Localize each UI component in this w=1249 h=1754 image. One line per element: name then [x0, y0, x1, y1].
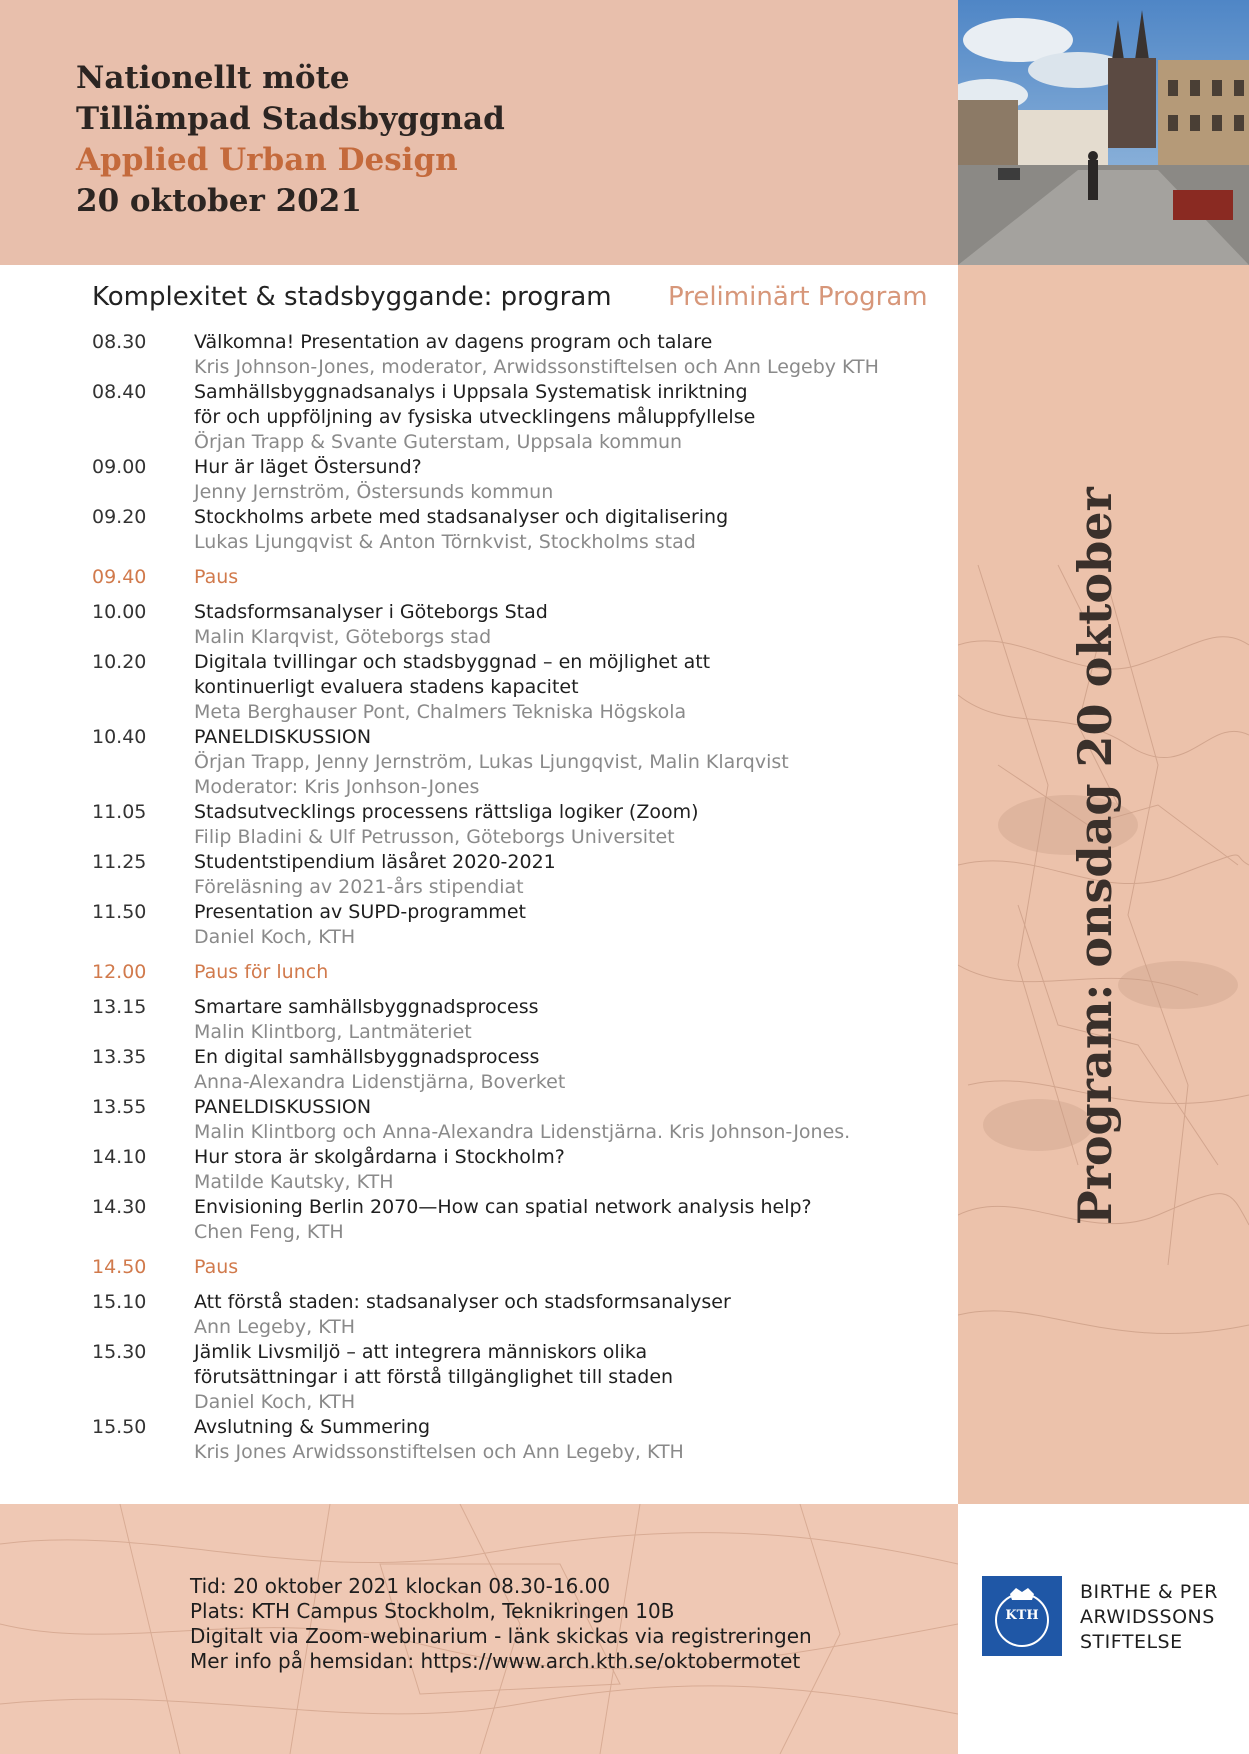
item-time: 13.35 [92, 1046, 147, 1068]
schedule-break [92, 565, 952, 590]
item-time: 10.40 [92, 726, 147, 748]
schedule-break [92, 1255, 952, 1280]
item-title: PANELDISKUSSION [194, 1096, 372, 1118]
item-speaker: Jenny Jernström, Östersunds kommun [194, 481, 554, 503]
item-title: Stadsformsanalyser i Göteborgs Stad [194, 601, 548, 623]
item-speaker: Malin Klarqvist, Göteborgs stad [194, 626, 492, 648]
schedule-item [92, 725, 952, 800]
info-place: Plats: KTH Campus Stockholm, Teknikringen 10B [190, 1599, 675, 1623]
title-date: 20 oktober 2021 [76, 183, 362, 219]
item-time: 09.20 [92, 506, 147, 528]
item-time: 08.30 [92, 331, 147, 353]
title-line-2: Tillämpad Stadsbyggnad [76, 101, 505, 137]
schedule-item [92, 800, 952, 850]
break-label: Paus [194, 566, 239, 588]
header-band [0, 0, 958, 265]
item-speaker: Daniel Koch, KTH [194, 1391, 356, 1413]
item-title: Envisioning Berlin 2070—How can spatial network analysis help? [194, 1196, 812, 1218]
foundation-line-3: STIFTELSE [1080, 1631, 1183, 1653]
schedule-item [92, 505, 952, 555]
schedule-item [92, 455, 952, 505]
item-time: 15.50 [92, 1416, 147, 1438]
item-speaker: Malin Klintborg och Anna-Alexandra Lidenstjärna. Kris Johnson-Jones. [194, 1121, 851, 1143]
item-speaker: Föreläsning av 2021-års stipendiat [194, 876, 524, 898]
schedule-item [92, 1340, 952, 1415]
item-time: 10.20 [92, 651, 147, 673]
schedule-item [92, 1045, 952, 1095]
item-speaker: Malin Klintborg, Lantmäteriet [194, 1021, 472, 1043]
schedule-item [92, 380, 952, 455]
item-speaker: Chen Feng, KTH [194, 1221, 344, 1243]
item-title: Digitala tvillingar och stadsbyggnad – en möjlighet att kontinuerligt evaluera stadens kapacitet [194, 651, 711, 698]
item-speaker: Anna-Alexandra Lidenstjärna, Boverket [194, 1071, 566, 1093]
break-label: Paus för lunch [194, 961, 329, 983]
foundation-line-1: BIRTHE & PER [1080, 1581, 1218, 1603]
item-speaker: Örjan Trapp & Svante Guterstam, Uppsala kommun [194, 431, 683, 453]
logo-area [958, 1504, 1249, 1754]
photo-illustration [958, 0, 1249, 265]
item-time: 09.40 [92, 566, 147, 588]
item-title: Jämlik Livsmiljö – att integrera människors olika förutsättningar i att förstå tillgänglighet till staden [194, 1341, 674, 1388]
item-speaker: Ann Legeby, KTH [194, 1316, 356, 1338]
title-line-1: Nationellt möte [76, 60, 350, 96]
event-title [76, 58, 505, 222]
item-title: En digital samhällsbyggnadsprocess [194, 1046, 540, 1068]
kth-logo-text: KTH [1005, 1608, 1039, 1623]
event-info [190, 1574, 812, 1674]
item-title: Presentation av SUPD-programmet [194, 901, 526, 923]
schedule-item [92, 995, 952, 1045]
item-time: 14.10 [92, 1146, 147, 1168]
item-title: Att förstå staden: stadsanalyser och stadsformsanalyser [194, 1291, 731, 1313]
item-time: 11.25 [92, 851, 147, 873]
item-time: 15.30 [92, 1341, 147, 1363]
item-time: 13.15 [92, 996, 147, 1018]
item-title: PANELDISKUSSION [194, 726, 372, 748]
item-speaker: Örjan Trapp, Jenny Jernström, Lukas Ljungqvist, Malin Klarqvist [194, 751, 789, 773]
title-line-english: Applied Urban Design [76, 142, 458, 178]
schedule-item [92, 600, 952, 650]
preliminary-label: Preliminärt Program [668, 282, 928, 312]
item-title: Smartare samhällsbyggnadsprocess [194, 996, 539, 1018]
schedule-item [92, 1415, 952, 1465]
schedule-item [92, 900, 952, 950]
side-title: Program: onsdag 20 oktober [1068, 487, 1122, 1225]
item-time: 13.55 [92, 1096, 147, 1118]
item-time: 14.50 [92, 1256, 147, 1278]
item-title: Hur är läget Östersund? [194, 456, 422, 478]
item-speaker: Kris Jones Arwidssonstiftelsen och Ann Legeby, KTH [194, 1441, 684, 1463]
item-time: 10.00 [92, 601, 147, 623]
item-time: 14.30 [92, 1196, 147, 1218]
program-heading: Komplexitet & stadsbyggande: program [92, 282, 612, 312]
item-time: 12.00 [92, 961, 147, 983]
schedule-item [92, 1145, 952, 1195]
item-time: 15.10 [92, 1291, 147, 1313]
item-time: 11.05 [92, 801, 147, 823]
break-label: Paus [194, 1256, 239, 1278]
item-speaker: Filip Bladini & Ulf Petrusson, Göteborgs Universitet [194, 826, 675, 848]
item-speaker: Kris Johnson-Jones, moderator, Arwidssonstiftelsen och Ann Legeby KTH [194, 356, 879, 378]
uppsala-street-photo [958, 0, 1249, 265]
item-title: Välkomna! Presentation av dagens program och talare [194, 331, 713, 353]
foundation-line-2: ARWIDSSONS [1080, 1606, 1215, 1628]
item-speaker: Matilde Kautsky, KTH [194, 1171, 394, 1193]
item-title: Studentstipendium läsåret 2020-2021 [194, 851, 556, 873]
item-title: Stockholms arbete med stadsanalyser och digitalisering [194, 506, 729, 528]
schedule-item [92, 1095, 952, 1145]
schedule-break [92, 960, 952, 985]
item-time: 11.50 [92, 901, 147, 923]
info-digital: Digitalt via Zoom-webinarium - länk skickas via registreringen [190, 1624, 812, 1648]
info-website[interactable]: Mer info på hemsidan: https://www.arch.kth.se/oktobermotet [190, 1649, 801, 1673]
foundation-logo-text [1080, 1580, 1218, 1655]
item-speaker: Meta Berghauser Pont, Chalmers Tekniska Högskola [194, 701, 687, 723]
schedule-item [92, 330, 952, 380]
item-moderator: Moderator: Kris Jonhson-Jones [194, 776, 480, 798]
schedule-item [92, 1290, 952, 1340]
schedule-item [92, 650, 952, 725]
schedule-item [92, 1195, 952, 1245]
info-time: Tid: 20 oktober 2021 klockan 08.30-16.00 [190, 1574, 611, 1598]
schedule [92, 330, 952, 1465]
item-time: 09.00 [92, 456, 147, 478]
item-title: Hur stora är skolgårdarna i Stockholm? [194, 1146, 565, 1168]
item-speaker: Lukas Ljungqvist & Anton Törnkvist, Stockholms stad [194, 531, 696, 553]
item-speaker: Daniel Koch, KTH [194, 926, 356, 948]
kth-logo [982, 1576, 1062, 1656]
item-time: 08.40 [92, 381, 147, 403]
item-title: Samhällsbyggnadsanalys i Uppsala Systematisk inriktning för och uppföljning av fysiska utvecklingens måluppfyllelse [194, 381, 756, 428]
item-title: Stadsutvecklings processens rättsliga logiker (Zoom) [194, 801, 699, 823]
schedule-item [92, 850, 952, 900]
item-title: Avslutning & Summering [194, 1416, 431, 1438]
